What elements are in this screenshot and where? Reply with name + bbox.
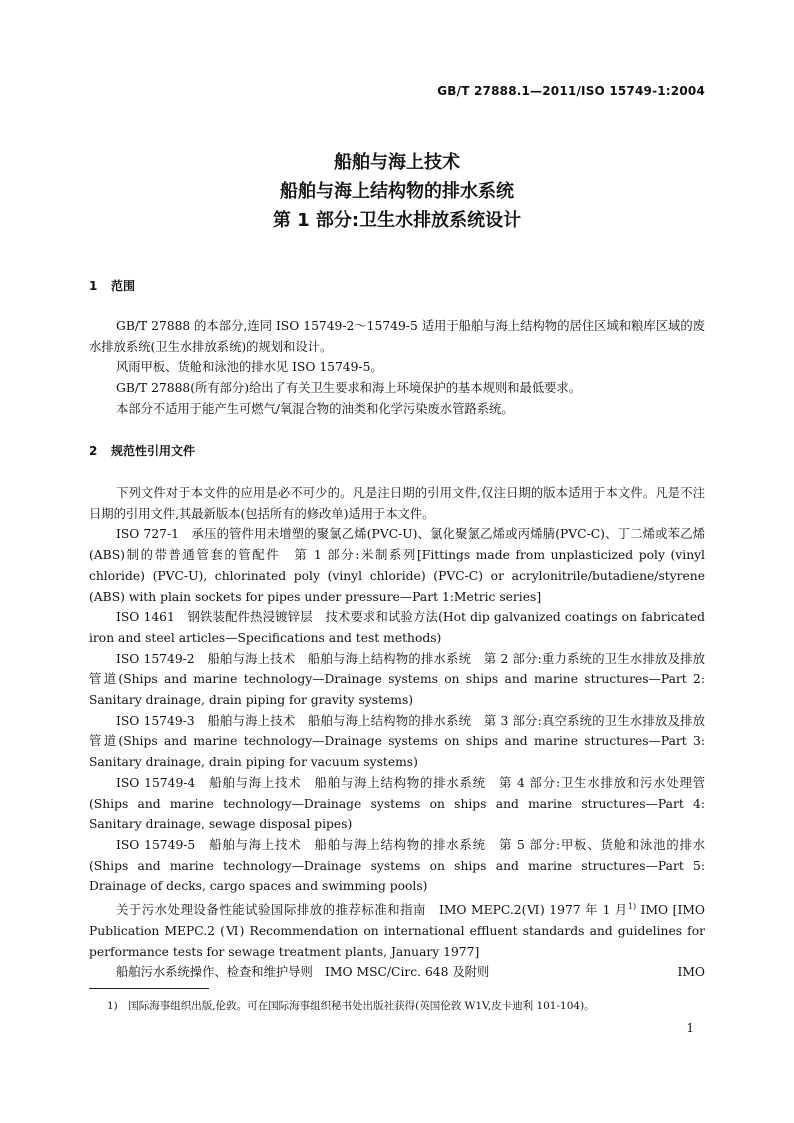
ref-iso-1461: ISO 1461 钢铁装配件热浸镀锌层 技术要求和试验方法(Hot dip galvanized coatings on fabricated iron and steel articles—Specifications and test methods)	[89, 610, 705, 645]
standard-code: GB/T 27888.1—2011/ISO 15749-1:2004	[437, 84, 705, 98]
section-2-body	[89, 483, 705, 983]
ref-imo-msc	[89, 962, 705, 983]
title-line-1: 船舶与海上技术	[334, 152, 460, 173]
refs-intro: 下列文件对于本文件的应用是必不可少的。凡是注日期的引用文件,仅注日期的版本适用于本文件。凡是不注日期的引用文件,其最新版本(包括所有的修改单)适用于本文件。	[89, 486, 705, 521]
footnote-divider	[89, 988, 209, 989]
page-number: 1	[686, 1021, 694, 1035]
title-line-2: 船舶与海上结构物的排水系统	[280, 181, 514, 202]
section-1-title: 范围	[111, 279, 136, 293]
footnote	[107, 998, 707, 1013]
ref-iso-15749-2: ISO 15749-2 船舶与海上技术 船舶与海上结构物的排水系统 第 2 部分:重力系统的卫生水排放及排放管道(Ships and marine technology—Drainage systems on ships and marine structures—Part 2: Sanitary drainage, drain piping for gravity systems)	[89, 651, 705, 708]
section-1-heading	[89, 277, 135, 294]
title-line-3: 第 1 部分:卫生水排放系统设计	[272, 210, 522, 231]
ref-imo-mepc-text-cont: IMO [IMO Publication MEPC.2 (Ⅵ) Recommendation on international effluent standards and guidelines for performance tests for sewage treatment plants, January 1977]	[89, 903, 705, 959]
section-1-number: 1	[89, 279, 98, 293]
ref-imo-mepc-text: 关于污水处理设备性能试验国际排放的推荐标准和指南 IMO MEPC.2(Ⅵ) 1977 年 1 月	[116, 903, 628, 918]
ref-imo-mepc	[89, 897, 705, 962]
ref-iso-727-1: ISO 727-1 承压的管件用未增塑的聚氯乙烯(PVC-U)、氯化聚氯乙烯或丙烯腈(PVC-C)、丁二烯或苯乙烯(ABS)制的带普通管套的管配件 第 1 部分:米制系列[Fittings made from unplasticized poly (vinyl chloride) (PVC-U), chlorinated poly (vinyl chloride) (PVC-C) or acrylonitrile/butadiene/styrene (ABS) with plain sockets for pipes under pressure—Part 1:Metric series]	[89, 527, 705, 604]
scope-paragraph-1: GB/T 27888 的本部分,连同 ISO 15749-2～15749-5 适用于船舶与海上结构物的居住区域和粮库区域的废水排放系统(卫生水排放系统)的规划和设计。	[89, 319, 705, 354]
ref-imo-msc-text: 船舶污水系统操作、检查和维护导则 IMO MSC/Circ. 648 及附则	[116, 965, 490, 980]
scope-paragraph-3: GB/T 27888(所有部分)给出了有关卫生要求和海上环境保护的基本规则和最低要求。	[116, 381, 582, 396]
ref-iso-15749-4: ISO 15749-4 船舶与海上技术 船舶与海上结构物的排水系统 第 4 部分:卫生水排放和污水处理管(Ships and marine technology—Drainage systems on ships and marine structures—Part 4: Sanitary drainage, sewage disposal pipes)	[89, 775, 705, 832]
section-2-number: 2	[89, 444, 98, 458]
ref-iso-15749-3: ISO 15749-3 船舶与海上技术 船舶与海上结构物的排水系统 第 3 部分:真空系统的卫生水排放及排放管道(Ships and marine technology—Drainage systems on ships and marine structures—Part 3: Sanitary drainage, drain piping for vacuum systems)	[89, 713, 705, 770]
document-title	[0, 148, 794, 235]
section-2-heading	[89, 442, 195, 459]
footnote-marker: 1)	[107, 1000, 118, 1012]
section-2-title: 规范性引用文件	[111, 444, 196, 458]
scope-paragraph-2: 风雨甲板、货舱和泳池的排水见 ISO 15749-5。	[116, 360, 383, 375]
footnote-marker-ref: 1)	[627, 902, 637, 912]
ref-iso-15749-5: ISO 15749-5 船舶与海上技术 船舶与海上结构物的排水系统 第 5 部分:甲板、货舱和泳池的排水(Ships and marine technology—Drainage systems on ships and marine structures—Part 5: Drainage of decks, cargo spaces and swimming pools)	[89, 837, 705, 894]
footnote-text: 国际海事组织出版,伦敦。可在国际海事组织秘书处出版社获得(英国伦敦 W1V,皮卡迪利 101-104)。	[128, 1000, 595, 1012]
scope-paragraph-4: 本部分不适用于能产生可燃气/氧混合物的油类和化学污染废水管路系统。	[116, 401, 514, 416]
ref-imo-msc-publisher: IMO	[677, 965, 705, 980]
section-1-body	[89, 316, 705, 420]
